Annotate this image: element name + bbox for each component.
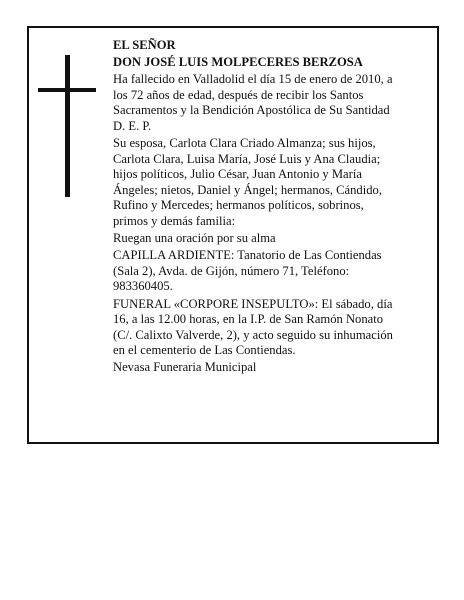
cross-horizontal-bar xyxy=(38,88,96,92)
funeral-info: FUNERAL «CORPORE INSEPULTO»: El sábado, día 16, a las 12.00 horas, en la I.P. de San Ramón Nonato (C/. Calixto Valverde, 2), y acto seguido su inhumación en el cementerio de Las Contiendas. xyxy=(113,296,393,358)
notice-title-line1: EL SEÑOR xyxy=(113,38,176,52)
prayer-request: Ruegan una oración por su alma xyxy=(113,231,276,246)
family-list: Su esposa, Carlota Clara Criado Almanza; sus hijos, Carlota Clara, Luisa María, José Luis y Ana Claudia; hijos políticos, Julio César, Juan Antonio y María Ángeles; nietos, Daniel y Ángel; hermanos, Cándido, Rufino y Mercedes; hermanos políticos, sobrinos, primos y demás familia: xyxy=(113,136,382,229)
funeral-home: Nevasa Funeraria Municipal xyxy=(113,360,257,375)
obituary-text xyxy=(113,38,395,377)
cross-vertical-bar xyxy=(65,55,70,197)
wake-info: CAPILLA ARDIENTE: Tanatorio de Las Contiendas (Sala 2), Avda. de Gijón, número 71, Teléfono: 983360405. xyxy=(113,248,382,294)
deceased-name: DON JOSÉ LUIS MOLPECERES BERZOSA xyxy=(113,55,363,70)
cross-icon xyxy=(38,55,96,197)
death-announcement: Ha fallecido en Valladolid el día 15 de enero de 2010, a los 72 años de edad, después de recibir los Santos Sacramentos y la Bendición Apostólica de Su Santidad D. E. P. xyxy=(113,72,393,133)
